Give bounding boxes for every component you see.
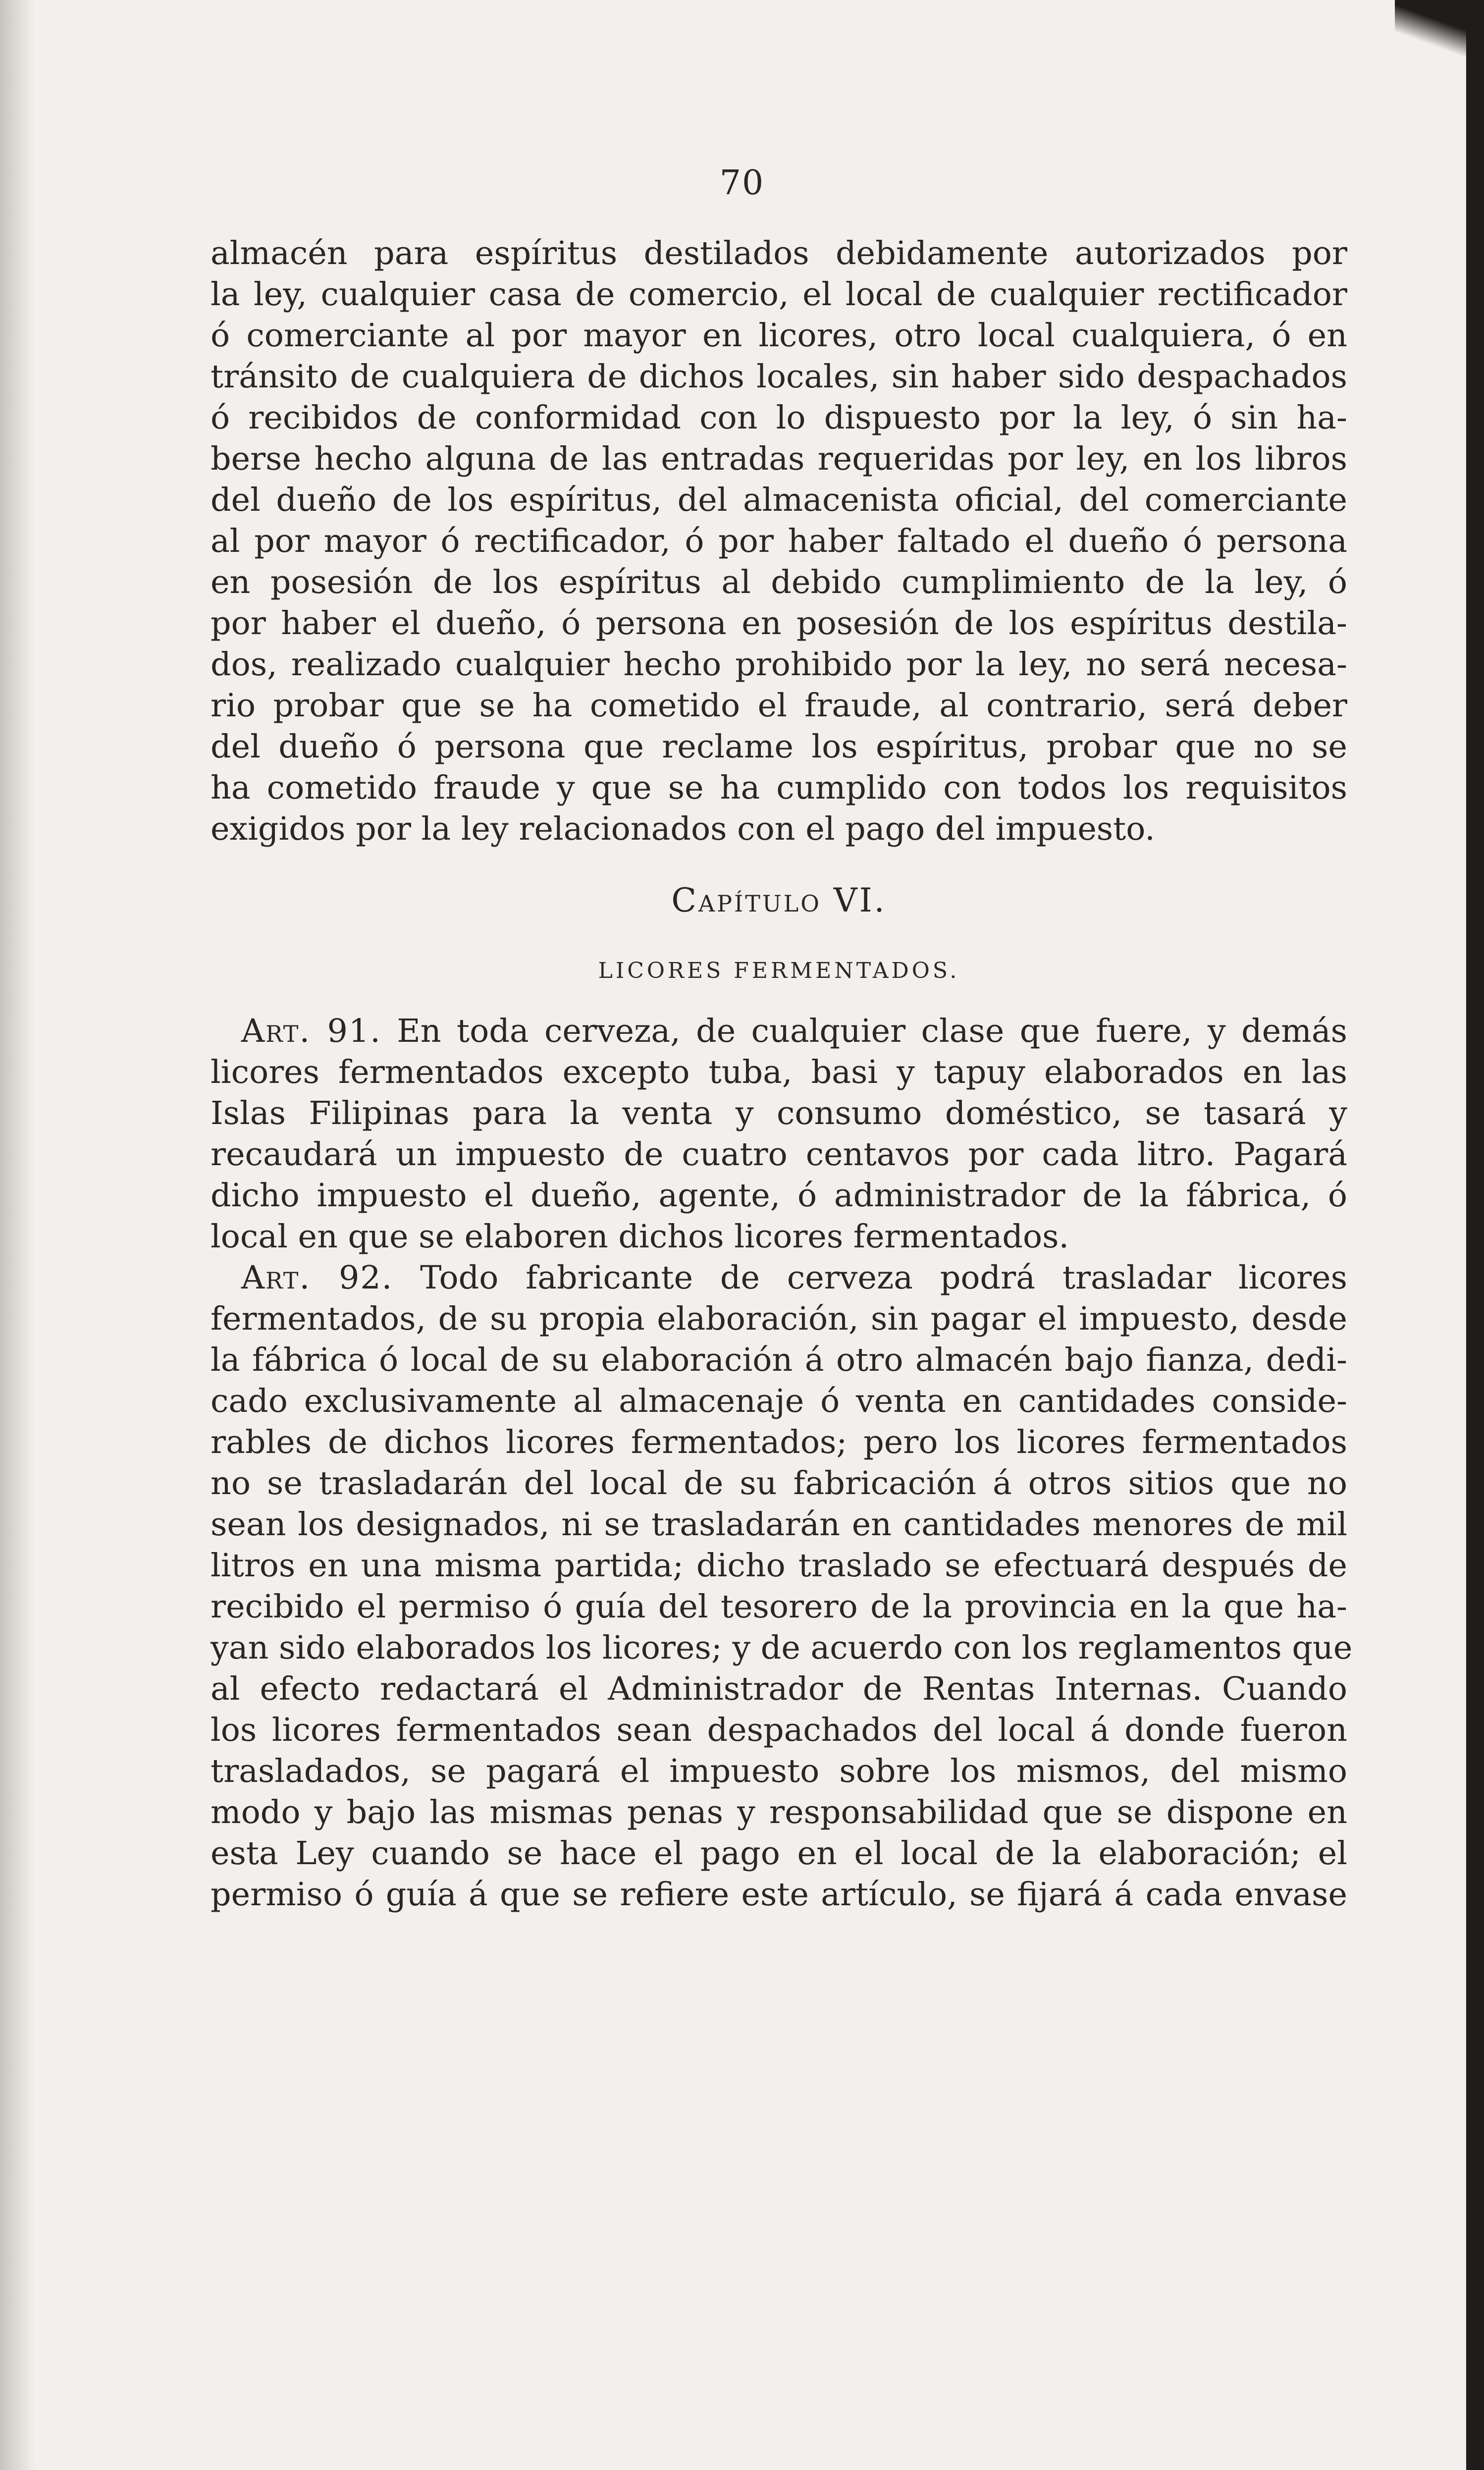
text-line: licores fermentados excepto tuba, basi y tapuy elaborados en las [211,1054,1347,1091]
text-line: del dueño ó persona que reclame los espíritus, probar que no se [211,728,1347,765]
text-line: fermentados, de su propia elaboración, sin pagar el impuesto, desde [211,1300,1347,1338]
text-line: rables de dichos licores fermentados; pero los licores fermentados [211,1424,1347,1461]
text-line: por haber el dueño, ó persona en posesión de los espíritus destila- [211,605,1347,642]
chapter-heading: Capítulo VI. [671,881,887,919]
article-92 [211,1257,1353,1915]
article-first-line [211,1011,1347,1052]
text-line: la ley, cualquier casa de comercio, el local de cualquier rectificador [211,276,1347,313]
article-label: Art. 91. [241,1013,381,1050]
text-line: exigidos por la ley relacionados con el pago del impuesto. [211,810,1155,848]
text-block [211,233,1353,1915]
text-line: dicho impuesto el dueño, agente, ó administrador de la fábrica, ó [211,1177,1347,1214]
text-line: en posesión de los espíritus al debido cumplimiento de la ley, ó [211,564,1347,601]
article-91 [211,1011,1347,1257]
page-right-edge [1466,0,1484,2470]
text-line: no se trasladarán del local de su fabricación á otros sitios que no [211,1465,1347,1502]
text-line: esta Ley cuando se hace el pago en el local de la elaboración; el [211,1835,1347,1872]
text-line: yan sido elaborados los licores; y de acuerdo con los reglamentos que [211,1629,1353,1666]
text-line: berse hecho alguna de las entradas requeridas por ley, en los libros [211,440,1347,478]
text-line: almacén para espíritus destilados debidamente autorizados por [211,235,1347,272]
text-line: sean los designados, ni se trasladarán en cantidades menores de mil [211,1506,1347,1543]
page-corner-shadow [1395,0,1484,59]
section-heading: LICORES FERMENTADOS. [598,958,960,983]
page-number: 70 [719,163,765,203]
text-line: los licores fermentados sean despachados del local á donde fueron [211,1712,1347,1749]
text-line: litros en una misma partida; dicho traslado se efectuará después de [211,1547,1347,1584]
continued-paragraph [211,233,1347,850]
text-line: rio probar que se ha cometido el fraude, al contrario, será deber [211,687,1347,724]
text-line: dos, realizado cualquier hecho prohibido por la ley, no será necesa- [211,646,1347,683]
text-line: cado exclusivamente al almacenaje ó venta en cantidades conside- [211,1383,1347,1420]
text-line: local en que se elaboren dichos licores fermentados. [211,1218,1069,1255]
text-line: la fábrica ó local de su elaboración á otro almacén bajo fianza, dedi- [211,1342,1347,1379]
text-line: al efecto redactará el Administrador de Rentas Internas. Cuando [211,1670,1347,1708]
text-line: ó comerciante al por mayor en licores, otro local cualquiera, ó en [211,317,1347,354]
text-line: ó recibidos de conformidad con lo dispuesto por la ley, ó sin ha- [211,399,1347,436]
page-gutter-shadow [0,0,35,2470]
text-line: recibido el permiso ó guía del tesorero de la provincia en la que ha- [211,1588,1347,1625]
text-line: al por mayor ó rectificador, ó por haber faltado el dueño ó persona [211,523,1347,560]
text-line: ha cometido fraude y que se ha cumplido con todos los requisitos [211,769,1347,806]
article-first-line-text: En toda cerveza, de cualquier clase que fuere, y demás [397,1013,1347,1050]
article-first-line [211,1257,1347,1298]
text-line: trasladados, se pagará el impuesto sobre los mismos, del mismo [211,1753,1347,1790]
text-line: tránsito de cualquiera de dichos locales, sin haber sido despachados [211,358,1347,395]
text-line: Islas Filipinas para la venta y consumo doméstico, se tasará y [211,1095,1347,1132]
article-first-line-text: Todo fabricante de cerveza podrá trasladar licores [420,1259,1347,1296]
text-line: del dueño de los espíritus, del almacenista oficial, del comerciante [211,482,1347,519]
text-line: recaudará un impuesto de cuatro centavos por cada litro. Pagará [211,1136,1347,1173]
text-line: modo y bajo las mismas penas y responsabilidad que se dispone en [211,1794,1347,1831]
text-line: permiso ó guía á que se refiere este artículo, se fijará á cada envase [211,1876,1347,1913]
article-label: Art. 92. [241,1259,393,1296]
